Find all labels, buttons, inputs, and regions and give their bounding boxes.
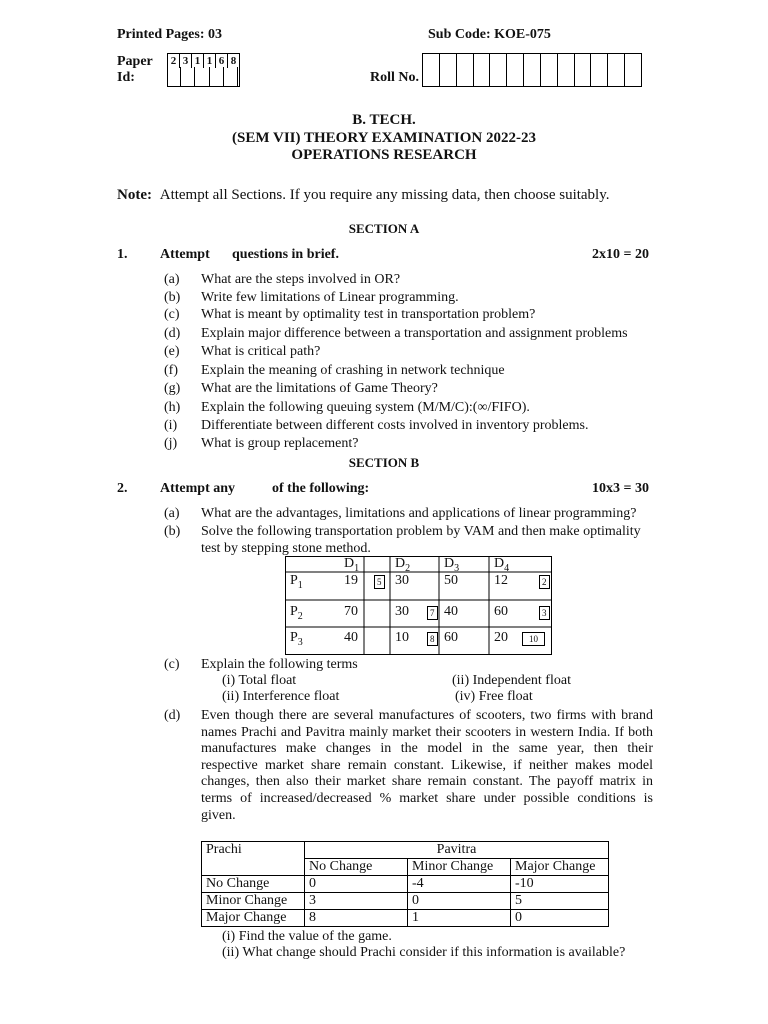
cell-value: 30	[395, 604, 409, 619]
title-line2: (SEM VII) THEORY EXAMINATION 2022-23	[232, 130, 536, 146]
q2-number: 2.	[117, 481, 128, 496]
col-header: No Change	[305, 859, 408, 876]
cell-value: 70	[344, 604, 358, 619]
paper-id-digit: 8	[230, 55, 237, 67]
q1-number: 1.	[117, 247, 128, 262]
note-text: Attempt all Sections. If you require any missing data, then choose suitably.	[159, 187, 610, 203]
paper-id-digit: 1	[192, 54, 204, 68]
sub-question-2: (ii) What change should Prachi consider if this information is available?	[222, 945, 626, 960]
table-row	[202, 893, 609, 910]
row-header: $P_3$	[290, 630, 303, 648]
paper-id-digit: 1	[204, 54, 216, 68]
cell-value: 12	[494, 573, 508, 588]
roll-number-field[interactable]	[422, 53, 642, 87]
q1-text-b: questions in brief.	[232, 247, 339, 262]
row-header: $P_2$	[290, 604, 303, 622]
row-header: Minor Change	[202, 893, 305, 910]
printed-pages: Printed Pages: 03	[117, 27, 222, 42]
q2-text-b: of the following:	[272, 481, 370, 496]
term-independent-float: (ii) Independent float	[452, 673, 571, 688]
col-header: $D_2$	[395, 556, 411, 574]
col-header: $D_3$	[444, 556, 460, 574]
cell-value: 30	[395, 573, 409, 588]
col-group-header: Pavitra	[305, 842, 609, 859]
cell-value: -4	[408, 876, 511, 893]
supply-box: 10	[522, 632, 545, 646]
supply-box: 2	[539, 575, 550, 589]
cell-value: 60	[444, 630, 458, 645]
cell-value: 0	[408, 893, 511, 910]
paper-id-digit: 3	[180, 54, 192, 68]
note	[117, 187, 610, 204]
cell-value: 1	[408, 910, 511, 927]
col-header: $D_4$	[494, 556, 510, 574]
cell-value: 60	[494, 604, 508, 619]
sub-code: Sub Code: KOE-075	[428, 27, 551, 42]
supply-box: 3	[539, 606, 550, 620]
cell-value: 40	[444, 604, 458, 619]
cell-value: 0	[305, 876, 408, 893]
cell-value: 8	[305, 910, 408, 927]
title-line3: OPERATIONS RESEARCH	[291, 147, 477, 163]
cell-value: 5	[511, 893, 609, 910]
cell-value: 40	[344, 630, 358, 645]
col-header: Minor Change	[408, 859, 511, 876]
paper-id-digit: 6	[216, 54, 228, 68]
col-header: Major Change	[511, 859, 609, 876]
cell-value: 50	[444, 573, 458, 588]
question-d-paragraph: Even though there are several manufactures of scooters, two firms with brand names Prachi and Pavitra mainly market their scooters in western India. If both manufactures make changes in the model in the same year, then their respective market share remain constant. Likewise, if neither makes model changes, then also their market share remain constant. The payoff matrix in terms of increased/decreased % market share under possible conditions is given.	[201, 708, 653, 823]
cell-value: 20	[494, 630, 508, 645]
section-a-heading: SECTION A	[348, 221, 420, 236]
term-interference-float: (ii) Interference float	[222, 689, 340, 704]
row-header: No Change	[202, 876, 305, 893]
row-header: $P_1$	[290, 573, 303, 591]
title-line1: B. TECH.	[352, 112, 416, 128]
q1-text-a: Attempt	[160, 247, 210, 262]
corner-header: Prachi	[202, 842, 305, 876]
q1-marks: 2x10 = 20	[592, 247, 649, 262]
supply-box: 8	[427, 632, 438, 646]
table-row	[202, 876, 609, 893]
cell-value: 10	[395, 630, 409, 645]
id-label: Id:	[117, 70, 135, 85]
transportation-table	[285, 556, 552, 655]
roll-label: Roll No.	[370, 70, 419, 85]
note-label: Note:	[117, 187, 152, 203]
col-header: $D_1$	[344, 556, 360, 574]
payoff-matrix-table	[201, 841, 609, 927]
cell-value: 3	[305, 893, 408, 910]
term-total-float: (i) Total float	[222, 673, 297, 688]
paper-id-digit: 2	[168, 54, 180, 68]
supply-box: 7	[427, 606, 438, 620]
cell-value: 0	[511, 910, 609, 927]
row-header: Major Change	[202, 910, 305, 927]
question-d-label: (d)	[164, 708, 181, 723]
supply-box: 5	[374, 575, 385, 589]
q2-text-a: Attempt any	[160, 481, 236, 496]
cell-value: 19	[344, 573, 358, 588]
sub-question-1: (i) Find the value of the game.	[222, 929, 392, 944]
cell-value: -10	[511, 876, 609, 893]
paper-id-box	[167, 53, 240, 87]
term-free-float: (iv) Free float	[455, 689, 533, 704]
paper-label: Paper	[117, 54, 153, 69]
q2-marks: 10x3 = 30	[592, 481, 649, 496]
section-b-heading: SECTION B	[348, 455, 420, 470]
table-row	[202, 910, 609, 927]
